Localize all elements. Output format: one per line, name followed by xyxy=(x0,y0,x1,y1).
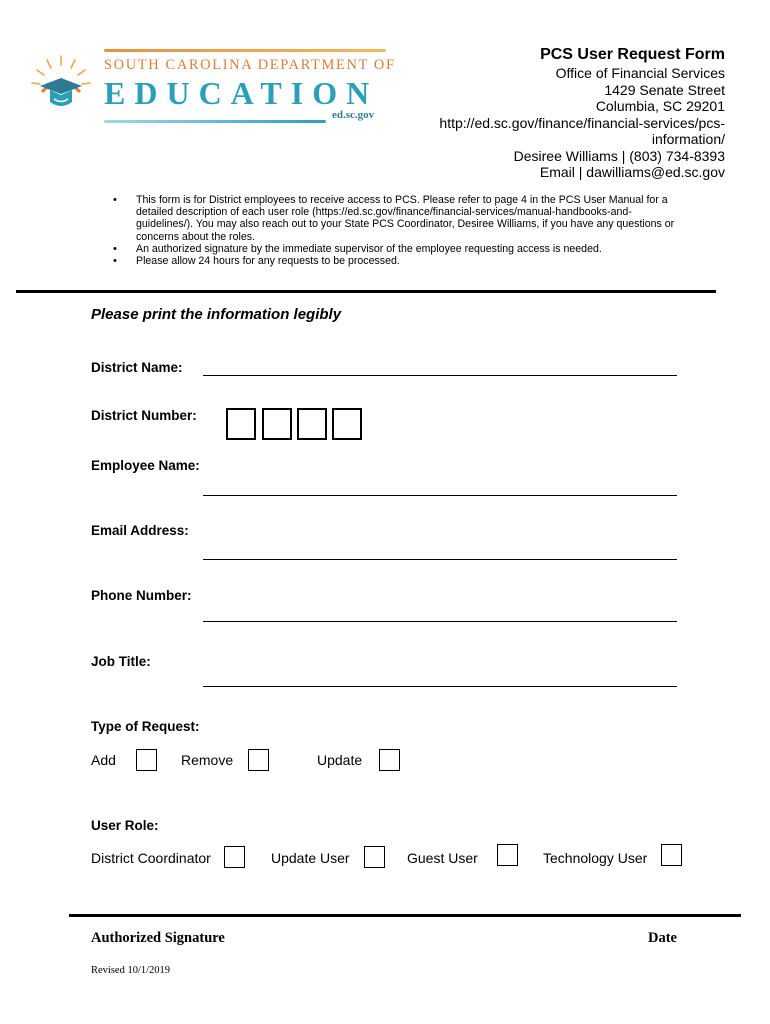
form-header xyxy=(395,45,725,181)
district-number-digit-4[interactable] xyxy=(332,408,362,440)
logo-education-text: EDUCATION xyxy=(104,75,379,111)
role-technology-user-label: Technology User xyxy=(543,850,648,866)
role-update-user-checkbox[interactable] xyxy=(364,846,385,868)
phone-number-field[interactable] xyxy=(203,621,677,622)
employee-name-field[interactable] xyxy=(203,495,677,496)
district-number-digit-2[interactable] xyxy=(262,408,292,440)
date-label: Date xyxy=(648,930,677,946)
request-remove-checkbox[interactable] xyxy=(248,749,269,771)
district-number-digit-3[interactable] xyxy=(297,408,327,440)
role-update-user-label: Update User xyxy=(271,850,350,866)
role-technology-user-checkbox[interactable] xyxy=(661,844,682,866)
role-district-coordinator-checkbox[interactable] xyxy=(224,846,245,868)
authorized-signature-label: Authorized Signature xyxy=(91,930,225,946)
print-instruction: Please print the information legibly xyxy=(91,306,342,323)
contact-email: Email | dawilliams@ed.sc.gov xyxy=(539,164,725,180)
district-name-label: District Name: xyxy=(91,360,183,375)
request-add-checkbox[interactable] xyxy=(136,749,157,771)
street-address: 1429 Senate Street xyxy=(604,81,725,98)
user-role-label: User Role: xyxy=(91,818,159,833)
graduate-sun-icon xyxy=(30,52,92,114)
job-title-label: Job Title: xyxy=(91,654,151,669)
role-guest-user-checkbox[interactable] xyxy=(497,844,518,866)
role-guest-user-label: Guest User xyxy=(407,850,478,866)
district-name-field[interactable] xyxy=(203,375,677,376)
list-item: • An authorized signature by the immediate supervisor of the employee requesting access is needed. xyxy=(113,243,683,255)
employee-name-label: Employee Name: xyxy=(91,458,200,473)
request-update-checkbox[interactable] xyxy=(379,749,400,771)
revision-date: Revised 10/1/2019 xyxy=(91,965,171,976)
logo-top-rule xyxy=(104,49,386,52)
logo-website: ed.sc.gov xyxy=(332,109,375,121)
instructions-list xyxy=(113,194,683,267)
info-url-line1: http://ed.sc.gov/finance/financial-services/pcs- xyxy=(439,114,725,131)
list-item: • Please allow 24 hours for any requests to be processed. xyxy=(113,255,683,267)
form-title: PCS User Request Form xyxy=(540,46,725,63)
request-add-label: Add xyxy=(91,752,116,768)
request-type-label: Type of Request: xyxy=(91,719,200,734)
signature-line[interactable] xyxy=(69,914,741,917)
email-address-field[interactable] xyxy=(203,559,677,560)
request-remove-label: Remove xyxy=(181,752,234,768)
district-number-digit-1[interactable] xyxy=(226,408,256,440)
logo-department-text: SOUTH CAROLINA DEPARTMENT OF xyxy=(104,57,396,73)
job-title-field[interactable] xyxy=(203,686,677,687)
role-district-coordinator-label: District Coordinator xyxy=(91,850,211,866)
email-address-label: Email Address: xyxy=(91,523,189,538)
city-state-zip: Columbia, SC 29201 xyxy=(595,98,725,114)
district-number-label: District Number: xyxy=(91,408,197,423)
contact-phone: Desiree Williams | (803) 734-8393 xyxy=(513,147,725,164)
request-update-label: Update xyxy=(317,752,363,768)
info-url-line2: information/ xyxy=(651,131,725,147)
sc-education-logo xyxy=(30,46,396,126)
list-item: • This form is for District employees to receive access to PCS. Please refer to page 4 in the PCS User Manual for a detailed description of each user role (https://ed.sc.gov/finance/financial-services/manual-handbooks-and-guidelines/). You may also reach out to your State PCS Coordinator, Desiree Williams, if you have any questions or concerns about the roles. xyxy=(113,194,683,243)
office-name: Office of Financial Services xyxy=(555,65,725,81)
phone-number-label: Phone Number: xyxy=(91,588,192,603)
logo-bottom-rule xyxy=(104,120,326,123)
section-divider xyxy=(16,290,716,293)
